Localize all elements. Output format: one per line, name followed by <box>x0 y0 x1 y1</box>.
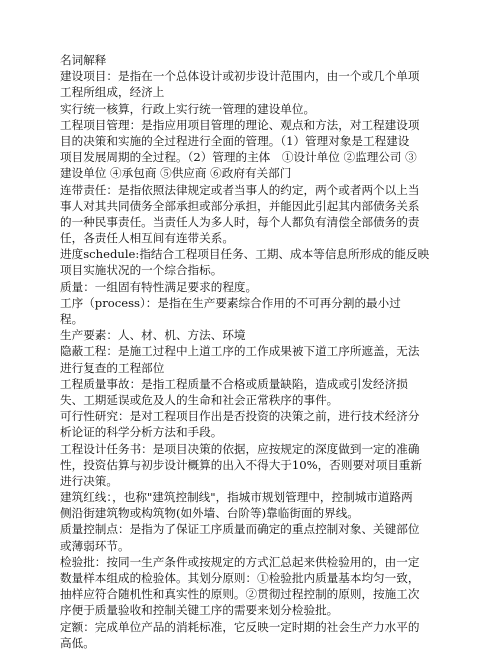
definition-line: 侧沿街建筑物或构筑物(如外墙、台阶等)靠临街面的界线。 <box>60 506 359 521</box>
definition-line: 工程项目管理：是指应用项目管理的理论、观点和方法，对工程建设项 <box>60 117 420 132</box>
definition-line: 程。 <box>60 312 84 326</box>
definition-line: 工程质量事故：是指工程质量不合格或质量缺陷，造成或引发经济损 <box>60 376 408 391</box>
definition-line: 的一种民事责任。当责任人为多人时，每个人都负有清偿全部债务的责 <box>60 214 420 229</box>
definition-line: 或薄弱环节。 <box>60 538 130 553</box>
document-body <box>60 52 445 651</box>
definition-line: 数量样本组成的检验体。其划分原则：①检验批内质量基本均匀一致， <box>60 571 420 585</box>
definition-line: 定额：完成单位产品的消耗标准，它反映一定时期的社会生产力水平的 <box>60 619 420 634</box>
definition-line: 析论证的科学分析方法和手段。 <box>60 425 223 440</box>
definition-line: 隐蔽工程：是施工过程中上道工序的工作成果被下道工序所遮盖，无法 <box>60 344 420 359</box>
definition-line: 工序（process）：是指在生产要素综合作用的不可再分割的最小过 <box>60 295 401 310</box>
definition-line: 抽样应符合随机性和真实性的原则。②贯彻过程控制的原则，按施工次 <box>60 587 420 602</box>
definition-line: 建筑红线：，也称"建筑控制线"，指城市规划管理中，控制城市道路两 <box>60 490 413 505</box>
definition-line: 可行性研究：是对工程项目作出是否投资的决策之前，进行技术经济分 <box>60 409 420 424</box>
definition-line: 进度schedule:指结合工程项目任务、工期、成本等信息所形成的能反映 <box>60 247 430 262</box>
definition-line: 项目实施状况的一个综合指标。 <box>60 263 223 278</box>
definition-line: 生产要素：人、材、机、方法、环境 <box>60 328 246 343</box>
section-heading: 名词解释 <box>60 53 107 67</box>
definition-line: 工程所组成，经济上 <box>60 85 165 100</box>
definition-line: 失、工期延误或危及人的生命和社会正常秩序的事件。 <box>60 392 339 407</box>
definition-line: 进行复查的工程部位 <box>60 360 165 375</box>
definition-line: 任，各责任人相互间有连带关系。 <box>60 231 234 246</box>
definition-line: 性，投资估算与初步设计概算的出入不得大于10%，否则要对项目重新 <box>60 457 422 472</box>
definition-line: 质量控制点：是指为了保证工序质量而确定的重点控制对象、关键部位 <box>60 522 420 537</box>
definition-line: 连带责任：是指依照法律规定或者当事人的约定，两个或者两个以上当 <box>60 182 420 197</box>
definition-line: 检验批：按同一生产条件或按规定的方式汇总起来供检验用的，由一定 <box>60 554 420 569</box>
definition-line: 建设项目：是指在一个总体设计或初步设计范围内，由一个或几个单项 <box>60 69 420 84</box>
definition-line: 质量：一组固有特性满足要求的程度。 <box>60 279 258 294</box>
definition-line: 项目发展周期的全过程。（2）管理的主体 ①设计单位 ②监理公司 ③ <box>60 150 417 165</box>
definition-line: 实行统一核算，行政上实行统一管理的建设单位。 <box>60 101 316 116</box>
definition-line: 序便于质量验收和控制关键工序的需要来划分检验批。 <box>60 603 339 618</box>
definition-line: 进行决策。 <box>60 473 118 488</box>
definition-line: 事人对其共同债务全部承担或部分承担，并能因此引起其内部债务关系 <box>60 198 420 213</box>
definition-line: 工程设计任务书：是项目决策的依据，应按规定的深度做到一定的准确 <box>60 441 420 456</box>
definition-line: 目的决策和实施的全过程进行全面的管理。（1）管理对象是工程建设 <box>60 133 410 148</box>
definition-line: 高低。 <box>60 635 95 650</box>
definition-line: 建设单位 ④承包商 ⑤供应商 ⑥政府有关部门 <box>60 166 292 181</box>
